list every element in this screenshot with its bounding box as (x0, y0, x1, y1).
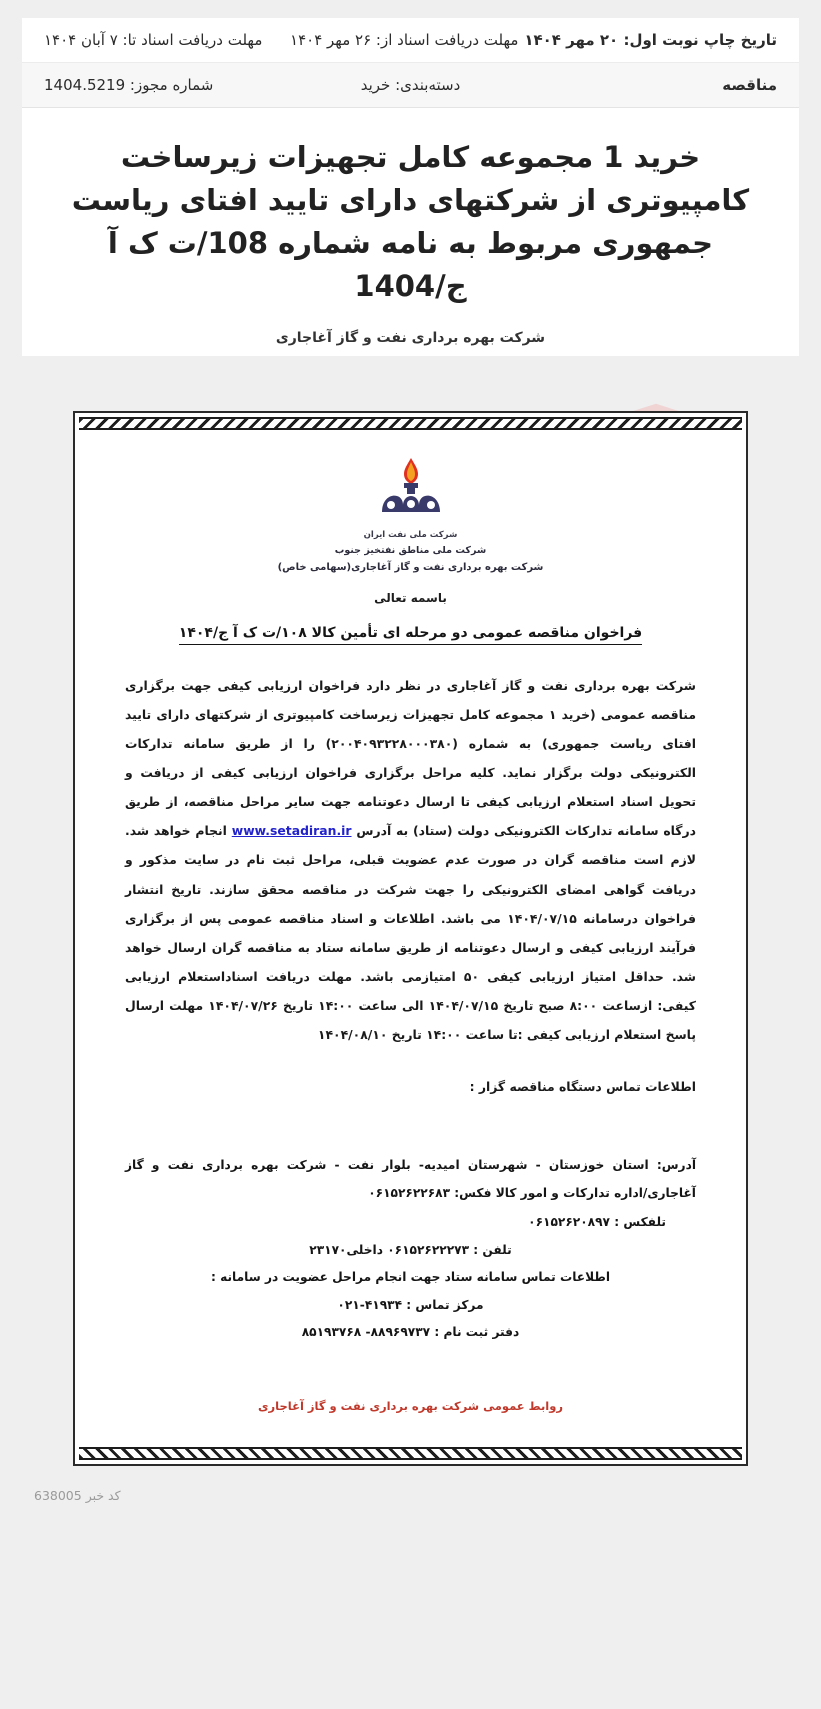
category-label: دسته‌بندی: خرید (360, 76, 461, 94)
public-relations-signature: روابط عمومی شرکت بهره برداری نفت و گاز آغاجاری (258, 1398, 563, 1413)
contact-telefax: تلفکس : ۰۶۱۵۲۶۲۰۸۹۷ (528, 1215, 666, 1230)
setad-call-center: مرکز تماس : ۴۱۹۳۴-۰۲۱ (337, 1297, 484, 1312)
meta-row-classification (22, 62, 799, 107)
print-date-label: تاریخ چاپ نوبت اول: ۲۰ مهر ۱۴۰۴ (524, 31, 777, 49)
scan-frame (73, 411, 748, 1466)
permit-number-label: شماره مجوز: 1404.5219 (44, 76, 214, 94)
document-heading: فراخوان مناقصه عمومی دو مرحله ای تأمین کالا ۱۰۸/ت ک آ ج/۱۴۰۴ (179, 625, 642, 645)
docs-from-label: مهلت دریافت اسناد از: ۲۶ مهر ۱۴۰۴ (290, 31, 519, 49)
scan-content (79, 430, 742, 1447)
setadiran-link[interactable]: www.setadiran.ir (231, 823, 352, 839)
page-title: خرید 1 مجموعه کامل تجهیزات زیرساخت کامپیوتری از شرکتهای دارای تایید افتای ریاست جمهوری مربوط به نامه شماره 108/ت ک آ ج/1404 (71, 140, 750, 303)
contact-telefax-row (125, 1209, 696, 1236)
org-line-3: شرکت بهره برداری نفت و گاز آغاجاری(سهامی خاص) (277, 562, 544, 574)
news-code: کد خبر 638005 (34, 1487, 121, 1503)
setad-registration-office: دفتر ثبت نام : ۸۸۹۶۹۷۳۷- ۸۵۱۹۳۷۶۸ (301, 1325, 520, 1340)
tender-type-badge: مناقصه (722, 76, 777, 94)
docs-until-label: مهلت دریافت اسناد تا: ۷ آبان ۱۴۰۴ (44, 31, 263, 49)
document-body (125, 671, 696, 1050)
body-paragraph-part-2: انجام خواهد شد. لازم است مناقصه گران در صورت عدم عضویت قبلی، مراحل ثبت نام در سایت مذکور و دریافت گواهی امضای الکترونیکی را جهت شرکت در مناقصه محقق سازند. تاریخ انتشار فراخوان درسامانه ۱۴۰۴/۰۷/۱۵ می باشد. اطلاعات و اسناد مناقصه عمومی پس از برگزاری فرآیند ارزیابی کیفی و ارسال دعوتنامه از طریق سامانه ستاد به مناقصه گران ارسال خواهد شد. حداقل امتیاز ارزیابی کیفی ۵۰ امتیازمی باشد. مهلت دریافت اسناداستعلام ارزیابی کیفی: ازساعت ۸:۰۰ صبح تاریخ ۱۴۰۴/۰۷/۱۵ الی ساعت ۱۴:۰۰ تاریخ ۱۴۰۴/۰۷/۲۶ مهلت ارسال پاسخ استعلام ارزیابی کیفی :تا ساعت ۱۴:۰۰ تاریخ ۱۴۰۴/۰۸/۱۰ (125, 823, 696, 1043)
scan-edge-top (79, 417, 742, 430)
contact-address: آدرس: استان خوزستان - شهرستان امیدیه- بلوار نفت - شرکت بهره برداری نفت و گاز آغاجاری/اداره تدارکات و امور کالا فکس: ۰۶۱۵۲۶۲۲۶۸۳ (125, 1158, 696, 1200)
organization-subtitle: شرکت بهره برداری نفت و گاز آغاجاری (275, 329, 546, 346)
contact-heading: اطلاعات تماس دستگاه مناقصه گزار : (469, 1079, 696, 1095)
setad-contact-heading: اطلاعات تماس سامانه ستاد جهت انجام مراحل عضویت در سامانه : (210, 1270, 611, 1285)
title-section (22, 108, 799, 356)
body-paragraph-part-1: شرکت بهره برداری نفت و گاز آغاجاری در نظر دارد فراخوان ارزیابی کیفی جهت برگزاری مناقصه عمومی (خرید ۱ مجموعه کامل تجهیزات زیرساخت کامپیوتری از شرکتهای دارای تایید افتای ریاست جمهوری) به شماره (۲۰۰۴۰۹۳۲۲۸۰۰۰۳۸۰) را از طریق سامانه تدارکات الکترونیکی دولت برگزار نماید. کلیه مراحل برگزاری فراخوان ارزیابی کیفی از دریافت و تحویل اسناد استعلام ارزیابی کیفی تا ارسال دعوتنامه جهت سایر مراحل مناقصه، از طریق درگاه سامانه تدارکات الکترونیکی دولت (ستاد) به آدرس (125, 677, 696, 839)
contact-phone: تلفن : ۰۶۱۵۲۶۲۲۲۷۳ داخلی۲۳۱۷۰ (309, 1242, 512, 1257)
org-line-2: شرکت ملی مناطق نفتخیز جنوب (334, 544, 487, 556)
meta-row-dates (22, 18, 799, 62)
scan-edge-bottom (79, 1447, 742, 1460)
nioc-logo-icon (374, 456, 448, 518)
tender-meta-card (22, 18, 799, 108)
logo-block (125, 456, 696, 522)
contact-block (125, 1152, 696, 1346)
org-line-1: شرکت ملی نفت ایران (363, 529, 458, 540)
basmala-text: باسمه تعالی (374, 590, 447, 605)
scanned-document (73, 411, 748, 1466)
